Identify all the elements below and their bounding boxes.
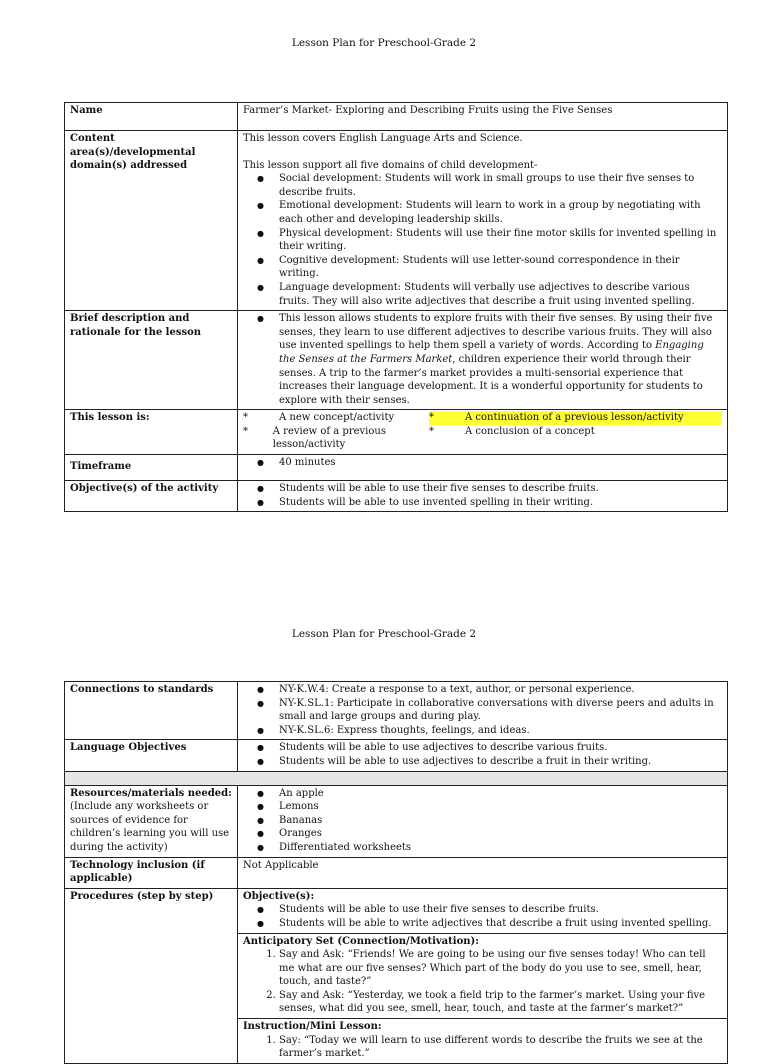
list-item: ● Lemons <box>279 800 722 814</box>
row-label <box>65 785 238 857</box>
lesson-type-options <box>243 411 722 452</box>
row-label: Name <box>65 103 238 131</box>
bullet-star: * <box>243 425 248 437</box>
list-item: ● Social development: Students will work in small groups to use their five senses to describe fruits. <box>279 172 722 199</box>
procedures-objectives-cell <box>238 888 728 933</box>
table-row <box>65 410 728 455</box>
resources-sublabel: (Include any worksheets or sources of evidence for children’s learning you will use during the activity) <box>70 801 230 853</box>
standards-cell <box>238 682 728 740</box>
brief-list <box>243 312 722 407</box>
lesson-type-cell <box>238 410 728 455</box>
list-item: ● An apple <box>279 787 722 801</box>
list-item: ● Students will be able to use invented spelling in their writing. <box>279 496 722 510</box>
brief-text-a: This lesson allows students to explore fruits with their five senses. By using their five senses, they learn to use different adjectives to describe various fruits. They will also use invented spellings to help them spell a variety of words. According to <box>279 313 713 352</box>
list-item: ● Students will be able to use their five senses to describe fruits. <box>279 903 722 917</box>
list-item: ● Cognitive development: Students will use letter-sound correspondence in their writing. <box>279 254 722 281</box>
lesson-plan-table-2 <box>64 681 728 1064</box>
list-item: ● NY-K.SL.1: Participate in collaborative conversations with diverse peers and adults in small and large groups and during play. <box>279 697 722 724</box>
option-label: A conclusion of a concept <box>465 425 595 437</box>
table-row <box>65 857 728 888</box>
objectives-list <box>243 482 722 509</box>
content-intro-2: This lesson support all five domains of child development- <box>243 159 538 171</box>
list-item: ● Oranges <box>279 827 722 841</box>
brief-text-b: , children experience their world through their senses. A trip to the farmer’s market provides a multi-sensorial experience that increases their language development. It is a wonderful opportunity for students to explore with their senses. <box>279 353 703 406</box>
objectives-cell <box>238 481 728 512</box>
list-item: ● NY-K.SL.6: Express thoughts, feelings, and ideas. <box>279 724 722 738</box>
anticipatory-set-heading: Anticipatory Set (Connection/Motivation): <box>243 935 479 947</box>
option-new-concept <box>243 411 429 425</box>
row-label: Brief description and rationale for the lesson <box>65 311 238 410</box>
brief-source-title: Engaging the Senses at the Farmers Market <box>279 340 704 365</box>
row-label: Procedures (step by step) <box>65 888 238 1063</box>
option-continuation <box>429 411 722 425</box>
list-item: ● Students will be able to write adjectives that describe a fruit using invented spelling. <box>279 917 722 931</box>
list-item: 1. Say: “Today we will learn to use different words to describe the fruits we see at the farmer’s market.” <box>279 1034 722 1061</box>
lesson-plan-table-1 <box>64 102 728 512</box>
list-item: ● Language development: Students will verbally use adjectives to describe various fruits. They will also write adjectives that describe a fruit using invented spelling. <box>279 281 722 308</box>
page-header: Lesson Plan for Preschool-Grade 2 <box>291 628 477 640</box>
anticipatory-set-cell <box>238 933 728 1019</box>
option-label: A continuation of a previous lesson/activity <box>465 412 684 424</box>
row-label: Content area(s)/developmental domain(s) addressed <box>65 131 238 311</box>
option-conclusion <box>429 425 722 452</box>
list-item: ● Students will be able to use adjectives to describe a fruit in their writing. <box>279 755 722 769</box>
list-item: ● Students will be able to use their five senses to describe fruits. <box>279 482 722 496</box>
lesson-name: Farmer’s Market- Exploring and Describing Fruits using the Five Senses <box>238 103 728 131</box>
row-label: Timeframe <box>65 455 238 481</box>
list-item: ● Emotional development: Students will learn to work in a group by negotiating with each other and developing leadership skills. <box>279 199 722 226</box>
table-row <box>65 888 728 933</box>
timeframe-list <box>243 456 722 470</box>
table-row-spacer <box>65 771 728 785</box>
spacer-cell <box>65 771 728 785</box>
list-item: ● 40 minutes <box>279 456 722 470</box>
table-row <box>65 311 728 410</box>
bullet-star: * <box>429 425 434 437</box>
bullet-star: * <box>429 412 434 424</box>
table-row <box>65 785 728 857</box>
list-item: ● Students will be able to use adjectives to describe various fruits. <box>279 741 722 755</box>
page-header: Lesson Plan for Preschool-Grade 2 <box>291 37 477 49</box>
instruction-list <box>243 1034 722 1061</box>
list-item: ● Physical development: Students will use their fine motor skills for invented spelling in their writing. <box>279 227 722 254</box>
option-review <box>243 425 429 452</box>
row-label: Connections to standards <box>65 682 238 740</box>
option-label: A review of a previous lesson/activity <box>272 425 386 451</box>
timeframe-cell <box>238 455 728 481</box>
list-item <box>279 312 722 407</box>
list-item: ● NY-K.W.4: Create a response to a text, author, or personal experience. <box>279 683 722 697</box>
table-row <box>65 103 728 131</box>
table-row <box>65 740 728 771</box>
language-cell <box>238 740 728 771</box>
list-item: ● Bananas <box>279 814 722 828</box>
resources-list <box>243 787 722 855</box>
language-list <box>243 741 722 768</box>
brief-cell <box>238 311 728 410</box>
instruction-heading: Instruction/Mini Lesson: <box>243 1021 382 1033</box>
content-cell <box>238 131 728 311</box>
procedures-objectives-heading: Objective(s): <box>243 890 315 902</box>
procedures-objectives-list <box>243 903 722 930</box>
option-label: A new concept/activity <box>279 412 395 424</box>
table-row <box>65 481 728 512</box>
table-row <box>65 131 728 311</box>
row-label: Objective(s) of the activity <box>65 481 238 512</box>
list-item: ● Differentiated worksheets <box>279 841 722 855</box>
table-row <box>65 455 728 481</box>
domain-list <box>243 172 722 308</box>
standards-list <box>243 683 722 737</box>
anticipatory-set-list <box>243 948 722 1016</box>
bullet-star: * <box>243 412 248 424</box>
list-item: 2. Say and Ask: “Yesterday, we took a field trip to the farmer’s market. Using your five senses, what did you see, smell, hear, touch, and taste at the farmer’s market?” <box>279 989 722 1016</box>
instruction-cell <box>238 1019 728 1064</box>
list-item: 1. Say and Ask: “Friends! We are going to be using our five senses today! Who can tell me what are our five senses? Which part of the body do you use to see, smell, hear, touch, and taste?” <box>279 948 722 989</box>
row-label: Technology inclusion (if applicable) <box>65 857 238 888</box>
table-row <box>65 682 728 740</box>
resources-label: Resources/materials needed: <box>70 787 232 799</box>
resources-cell <box>238 785 728 857</box>
technology-cell: Not Applicable <box>238 857 728 888</box>
content-intro: This lesson covers English Language Arts and Science. <box>243 133 523 144</box>
row-label: Language Objectives <box>65 740 238 771</box>
row-label: This lesson is: <box>65 410 238 455</box>
